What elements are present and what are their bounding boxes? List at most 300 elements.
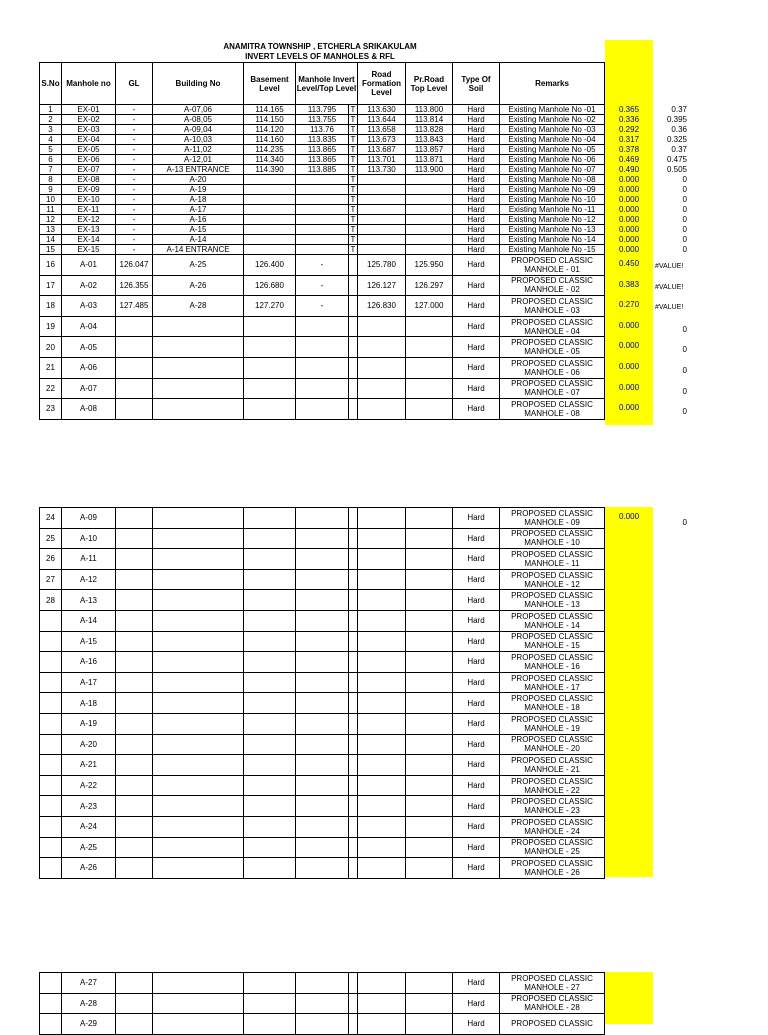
cell-manhole: A-09 xyxy=(62,508,116,529)
cell-remarks: Existing Manhole No -06 xyxy=(500,155,605,165)
cell-remarks: PROPOSED CLASSIC MANHOLE - 26 xyxy=(500,858,605,879)
cell-road xyxy=(358,973,406,994)
cell-basement xyxy=(244,316,296,337)
col-basement: Basement Level xyxy=(244,63,296,105)
cell-sno: 25 xyxy=(40,528,62,549)
table-row xyxy=(40,993,605,1014)
cell-basement xyxy=(244,245,296,255)
cell-road: 113.687 xyxy=(358,145,406,155)
cell-basement xyxy=(244,357,296,378)
manhole-table-1 xyxy=(39,62,605,420)
cell-basement xyxy=(244,225,296,235)
cell-basement xyxy=(244,590,296,611)
computed-check: 0 xyxy=(682,386,687,396)
cell-prroad xyxy=(406,569,453,590)
cell-remarks: PROPOSED CLASSIC MANHOLE - 22 xyxy=(500,775,605,796)
cell-basement: 114.160 xyxy=(244,135,296,145)
cell-soil: Hard xyxy=(453,275,500,296)
cell-sno xyxy=(40,631,62,652)
cell-prroad xyxy=(406,337,453,358)
cell-basement xyxy=(244,195,296,205)
cell-road xyxy=(358,672,406,693)
cell-flag: T xyxy=(349,125,358,135)
computed-depth: 0.000 xyxy=(619,225,640,234)
computed-depth: 0.450 xyxy=(619,259,640,268)
cell-soil: Hard xyxy=(453,378,500,399)
cell-manhole: A-22 xyxy=(62,775,116,796)
cell-sno xyxy=(40,816,62,837)
table-row xyxy=(40,378,605,399)
cell-flag xyxy=(349,734,358,755)
table-row xyxy=(40,775,605,796)
cell-gl: 127.485 xyxy=(116,296,153,317)
cell-road xyxy=(358,235,406,245)
cell-manhole: A-10 xyxy=(62,528,116,549)
cell-building: A-19 xyxy=(153,185,244,195)
cell-remarks: PROPOSED CLASSIC MANHOLE - 19 xyxy=(500,713,605,734)
cell-soil: Hard xyxy=(453,796,500,817)
cell-sno: 22 xyxy=(40,378,62,399)
cell-basement xyxy=(244,713,296,734)
cell-sno: 10 xyxy=(40,195,62,205)
cell-prroad: 113.900 xyxy=(406,165,453,175)
cell-building xyxy=(153,590,244,611)
cell-flag: T xyxy=(349,175,358,185)
cell-building xyxy=(153,672,244,693)
cell-manhole: EX-08 xyxy=(62,175,116,185)
table-row xyxy=(40,549,605,570)
cell-soil: Hard xyxy=(453,508,500,529)
cell-flag xyxy=(349,631,358,652)
cell-gl: 126.047 xyxy=(116,255,153,276)
cell-prroad xyxy=(406,693,453,714)
cell-invert xyxy=(296,590,349,611)
cell-sno: 16 xyxy=(40,255,62,276)
computed-depth: 0.000 xyxy=(619,382,640,392)
cell-manhole: A-06 xyxy=(62,357,116,378)
table-row xyxy=(40,135,605,145)
cell-building xyxy=(153,652,244,673)
cell-gl: 126.355 xyxy=(116,275,153,296)
cell-invert xyxy=(296,837,349,858)
cell-gl xyxy=(116,399,153,420)
cell-invert: - xyxy=(296,296,349,317)
table-row xyxy=(40,245,605,255)
cell-invert xyxy=(296,713,349,734)
cell-road xyxy=(358,175,406,185)
table-row xyxy=(40,225,605,235)
cell-road xyxy=(358,652,406,673)
cell-sno: 11 xyxy=(40,205,62,215)
cell-gl: - xyxy=(116,145,153,155)
cell-gl xyxy=(116,775,153,796)
cell-soil: Hard xyxy=(453,205,500,215)
cell-road xyxy=(358,195,406,205)
computed-depth: 0.383 xyxy=(619,279,640,289)
cell-gl xyxy=(116,837,153,858)
cell-gl: - xyxy=(116,205,153,215)
cell-gl: - xyxy=(116,175,153,185)
cell-manhole: A-19 xyxy=(62,713,116,734)
cell-soil: Hard xyxy=(453,652,500,673)
cell-manhole: A-24 xyxy=(62,816,116,837)
cell-road xyxy=(358,549,406,570)
cell-remarks: Existing Manhole No -13 xyxy=(500,225,605,235)
cell-prroad xyxy=(406,775,453,796)
cell-soil: Hard xyxy=(453,337,500,358)
cell-remarks: PROPOSED CLASSIC MANHOLE - 07 xyxy=(500,378,605,399)
cell-prroad xyxy=(406,631,453,652)
cell-soil: Hard xyxy=(453,1014,500,1035)
cell-building: A-28 xyxy=(153,296,244,317)
cell-building xyxy=(153,610,244,631)
cell-invert xyxy=(296,734,349,755)
table-row xyxy=(40,185,605,195)
cell-soil: Hard xyxy=(453,115,500,125)
cell-road xyxy=(358,775,406,796)
computed-check: 0 xyxy=(682,235,687,244)
computed-check: 0 xyxy=(682,245,687,254)
cell-road xyxy=(358,225,406,235)
cell-prroad xyxy=(406,245,453,255)
cell-basement: 114.390 xyxy=(244,165,296,175)
computed-depth: 0.000 xyxy=(619,175,640,184)
cell-remarks: PROPOSED CLASSIC MANHOLE - 18 xyxy=(500,693,605,714)
table-row xyxy=(40,528,605,549)
cell-building xyxy=(153,337,244,358)
table-row xyxy=(40,195,605,205)
cell-invert xyxy=(296,528,349,549)
cell-remarks: PROPOSED CLASSIC MANHOLE - 13 xyxy=(500,590,605,611)
computed-check: 0 xyxy=(682,518,687,527)
cell-invert xyxy=(296,205,349,215)
table-row xyxy=(40,796,605,817)
cell-invert: 113.835 xyxy=(296,135,349,145)
cell-invert xyxy=(296,569,349,590)
cell-manhole: A-25 xyxy=(62,837,116,858)
cell-road xyxy=(358,858,406,879)
cell-gl: - xyxy=(116,155,153,165)
cell-soil: Hard xyxy=(453,610,500,631)
cell-building: A-08,05 xyxy=(153,115,244,125)
col-prroad: Pr.Road Top Level xyxy=(406,63,453,105)
cell-manhole: A-27 xyxy=(62,973,116,994)
cell-manhole: A-18 xyxy=(62,693,116,714)
cell-road xyxy=(358,399,406,420)
cell-gl xyxy=(116,993,153,1014)
cell-flag xyxy=(349,528,358,549)
cell-remarks: PROPOSED CLASSIC MANHOLE - 10 xyxy=(500,528,605,549)
cell-sno: 3 xyxy=(40,125,62,135)
cell-gl xyxy=(116,858,153,879)
cell-flag xyxy=(349,993,358,1014)
cell-sno xyxy=(40,672,62,693)
cell-manhole: A-14 xyxy=(62,610,116,631)
cell-building: A-16 xyxy=(153,215,244,225)
cell-soil: Hard xyxy=(453,245,500,255)
cell-invert: 113.865 xyxy=(296,145,349,155)
cell-invert xyxy=(296,672,349,693)
cell-invert xyxy=(296,215,349,225)
cell-prroad: 113.800 xyxy=(406,105,453,115)
cell-manhole: EX-10 xyxy=(62,195,116,205)
cell-invert xyxy=(296,316,349,337)
cell-remarks: PROPOSED CLASSIC MANHOLE - 27 xyxy=(500,973,605,994)
cell-prroad xyxy=(406,973,453,994)
cell-building xyxy=(153,569,244,590)
table-row xyxy=(40,205,605,215)
computed-check: #VALUE! xyxy=(655,283,684,291)
table-row xyxy=(40,255,605,276)
cell-sno: 6 xyxy=(40,155,62,165)
cell-soil: Hard xyxy=(453,569,500,590)
cell-road xyxy=(358,693,406,714)
cell-prroad xyxy=(406,993,453,1014)
table-row xyxy=(40,508,605,529)
highlight-column-3 xyxy=(605,972,653,1024)
cell-sno xyxy=(40,796,62,817)
cell-manhole: A-21 xyxy=(62,755,116,776)
cell-manhole: A-03 xyxy=(62,296,116,317)
cell-gl xyxy=(116,796,153,817)
cell-invert xyxy=(296,508,349,529)
cell-remarks: PROPOSED CLASSIC MANHOLE - 02 xyxy=(500,275,605,296)
cell-flag: T xyxy=(349,135,358,145)
cell-basement: 114.150 xyxy=(244,115,296,125)
cell-road: 126.830 xyxy=(358,296,406,317)
cell-road xyxy=(358,734,406,755)
cell-flag xyxy=(349,672,358,693)
computed-depth: 0.000 xyxy=(619,341,640,351)
cell-building: A-26 xyxy=(153,275,244,296)
cell-flag: T xyxy=(349,215,358,225)
cell-flag xyxy=(349,337,358,358)
cell-invert xyxy=(296,549,349,570)
manhole-table-3 xyxy=(39,972,605,1035)
cell-prroad xyxy=(406,205,453,215)
cell-soil: Hard xyxy=(453,316,500,337)
cell-invert xyxy=(296,775,349,796)
col-road: Road Formation Level xyxy=(358,63,406,105)
cell-building: A-18 xyxy=(153,195,244,205)
cell-basement: 114.340 xyxy=(244,155,296,165)
computed-depth: 0.000 xyxy=(619,215,640,224)
cell-building xyxy=(153,734,244,755)
cell-basement: 126.400 xyxy=(244,255,296,276)
cell-road xyxy=(358,755,406,776)
cell-gl: - xyxy=(116,185,153,195)
cell-remarks: PROPOSED CLASSIC MANHOLE - 05 xyxy=(500,337,605,358)
cell-sno: 14 xyxy=(40,235,62,245)
cell-basement xyxy=(244,993,296,1014)
cell-prroad: 126.297 xyxy=(406,275,453,296)
cell-sno xyxy=(40,775,62,796)
cell-gl: - xyxy=(116,235,153,245)
cell-building xyxy=(153,357,244,378)
cell-prroad xyxy=(406,755,453,776)
table-row xyxy=(40,215,605,225)
cell-flag: T xyxy=(349,105,358,115)
cell-basement xyxy=(244,973,296,994)
table-row xyxy=(40,713,605,734)
cell-gl xyxy=(116,590,153,611)
cell-building xyxy=(153,631,244,652)
cell-manhole: A-29 xyxy=(62,1014,116,1035)
cell-manhole: A-23 xyxy=(62,796,116,817)
cell-building xyxy=(153,755,244,776)
cell-invert xyxy=(296,235,349,245)
computed-check: 0 xyxy=(682,205,687,214)
cell-building xyxy=(153,508,244,529)
cell-building: A-13 ENTRANCE xyxy=(153,165,244,175)
cell-soil: Hard xyxy=(453,837,500,858)
cell-soil: Hard xyxy=(453,672,500,693)
cell-sno: 5 xyxy=(40,145,62,155)
cell-remarks: PROPOSED CLASSIC MANHOLE - 06 xyxy=(500,357,605,378)
cell-invert: 113.795 xyxy=(296,105,349,115)
cell-gl: - xyxy=(116,245,153,255)
cell-flag xyxy=(349,755,358,776)
cell-manhole: A-28 xyxy=(62,993,116,1014)
cell-soil: Hard xyxy=(453,105,500,115)
cell-soil: Hard xyxy=(453,175,500,185)
cell-manhole: A-04 xyxy=(62,316,116,337)
cell-prroad xyxy=(406,549,453,570)
sheet-title: ANAMITRA TOWNSHIP , ETCHERLA SRIKAKULAM xyxy=(223,42,417,51)
cell-prroad xyxy=(406,610,453,631)
computed-depth: 0.000 xyxy=(619,245,640,254)
cell-road xyxy=(358,569,406,590)
cell-remarks: Existing Manhole No -02 xyxy=(500,115,605,125)
cell-flag xyxy=(349,858,358,879)
cell-basement xyxy=(244,755,296,776)
cell-invert xyxy=(296,993,349,1014)
cell-road xyxy=(358,528,406,549)
computed-depth: 0.378 xyxy=(619,145,640,154)
cell-basement xyxy=(244,693,296,714)
computed-depth: 0.490 xyxy=(619,165,640,174)
cell-gl xyxy=(116,316,153,337)
cell-basement xyxy=(244,672,296,693)
cell-invert xyxy=(296,245,349,255)
cell-building: A-10,03 xyxy=(153,135,244,145)
col-soil: Type Of Soil xyxy=(453,63,500,105)
cell-invert xyxy=(296,357,349,378)
col-manhole: Manhole no xyxy=(62,63,116,105)
cell-manhole: EX-04 xyxy=(62,135,116,145)
cell-invert: - xyxy=(296,255,349,276)
cell-prroad xyxy=(406,528,453,549)
cell-basement xyxy=(244,175,296,185)
cell-flag xyxy=(349,549,358,570)
computed-check: 0 xyxy=(682,225,687,234)
cell-manhole: A-05 xyxy=(62,337,116,358)
cell-sno: 23 xyxy=(40,399,62,420)
cell-manhole: A-16 xyxy=(62,652,116,673)
table-row xyxy=(40,734,605,755)
cell-basement: 114.235 xyxy=(244,145,296,155)
cell-basement: 127.270 xyxy=(244,296,296,317)
cell-basement xyxy=(244,775,296,796)
computed-depth: 0.469 xyxy=(619,155,640,164)
cell-flag xyxy=(349,378,358,399)
computed-check: 0 xyxy=(682,185,687,194)
cell-gl xyxy=(116,610,153,631)
cell-manhole: EX-15 xyxy=(62,245,116,255)
cell-sno xyxy=(40,610,62,631)
cell-remarks: PROPOSED CLASSIC xyxy=(500,1014,605,1035)
cell-soil: Hard xyxy=(453,399,500,420)
cell-prroad: 113.871 xyxy=(406,155,453,165)
cell-remarks: Existing Manhole No -11 xyxy=(500,205,605,215)
cell-sno xyxy=(40,713,62,734)
col-invert: Manhole Invert Level/Top Level xyxy=(296,63,358,105)
cell-basement xyxy=(244,610,296,631)
cell-prroad xyxy=(406,837,453,858)
cell-flag: T xyxy=(349,115,358,125)
table-row xyxy=(40,155,605,165)
computed-depth: 0.317 xyxy=(619,135,640,144)
cell-remarks: Existing Manhole No -01 xyxy=(500,105,605,115)
table-row xyxy=(40,316,605,337)
cell-prroad: 113.857 xyxy=(406,145,453,155)
cell-road xyxy=(358,816,406,837)
cell-prroad: 113.828 xyxy=(406,125,453,135)
cell-flag: T xyxy=(349,195,358,205)
computed-check: 0.37 xyxy=(671,105,687,114)
cell-manhole: A-11 xyxy=(62,549,116,570)
cell-remarks: PROPOSED CLASSIC MANHOLE - 04 xyxy=(500,316,605,337)
cell-flag: T xyxy=(349,235,358,245)
cell-building: A-09,04 xyxy=(153,125,244,135)
cell-basement xyxy=(244,858,296,879)
cell-manhole: EX-01 xyxy=(62,105,116,115)
cell-gl: - xyxy=(116,225,153,235)
cell-flag xyxy=(349,816,358,837)
cell-sno xyxy=(40,973,62,994)
cell-invert: 113.76 xyxy=(296,125,349,135)
cell-invert xyxy=(296,337,349,358)
cell-remarks: Existing Manhole No -07 xyxy=(500,165,605,175)
highlight-column-2 xyxy=(605,507,653,877)
cell-flag xyxy=(349,508,358,529)
cell-soil: Hard xyxy=(453,135,500,145)
table-row xyxy=(40,235,605,245)
cell-basement xyxy=(244,337,296,358)
cell-soil: Hard xyxy=(453,775,500,796)
cell-basement xyxy=(244,185,296,195)
cell-flag xyxy=(349,316,358,337)
cell-road xyxy=(358,796,406,817)
cell-sno: 8 xyxy=(40,175,62,185)
cell-soil: Hard xyxy=(453,165,500,175)
cell-flag: T xyxy=(349,155,358,165)
cell-sno xyxy=(40,837,62,858)
cell-basement xyxy=(244,528,296,549)
cell-prroad xyxy=(406,215,453,225)
computed-depth: 0.365 xyxy=(619,105,640,114)
cell-sno: 21 xyxy=(40,357,62,378)
cell-soil: Hard xyxy=(453,755,500,776)
cell-invert xyxy=(296,755,349,776)
cell-gl: - xyxy=(116,125,153,135)
computed-depth: 0.000 xyxy=(619,403,640,413)
cell-gl xyxy=(116,755,153,776)
cell-flag xyxy=(349,255,358,276)
cell-remarks: PROPOSED CLASSIC MANHOLE - 16 xyxy=(500,652,605,673)
cell-gl: - xyxy=(116,105,153,115)
cell-prroad xyxy=(406,734,453,755)
